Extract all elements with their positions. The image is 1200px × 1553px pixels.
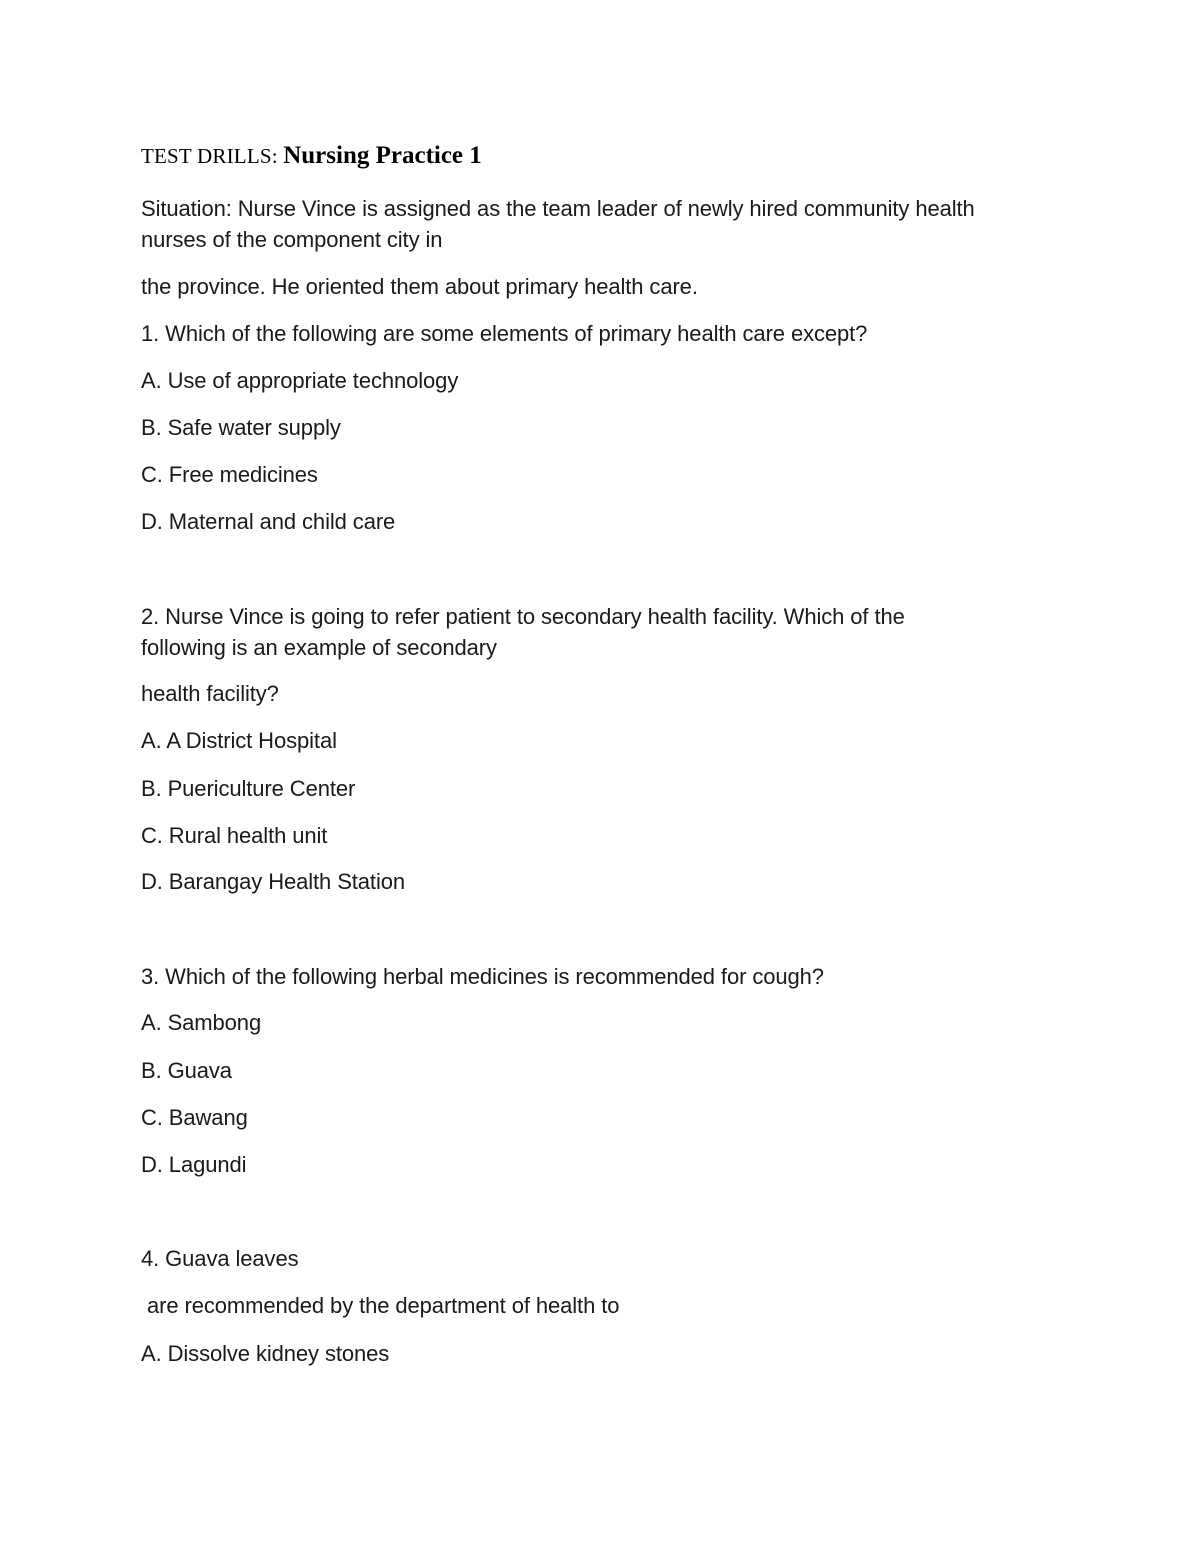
q2-option-a: A. A District Hospital — [141, 728, 337, 753]
title-lead: TEST DRILLS: — [141, 144, 284, 168]
situation-line-2: nurses of the component city in — [141, 227, 443, 252]
q1-option-a: A. Use of appropriate technology — [141, 368, 459, 393]
question-2-line-1: 2. Nurse Vince is going to refer patient to secondary health facility. Which of the — [141, 604, 905, 629]
q2-option-c: C. Rural health unit — [141, 823, 328, 848]
situation-line-1: Situation: Nurse Vince is assigned as the team leader of newly hired community health — [141, 196, 975, 221]
q1-option-d: D. Maternal and child care — [141, 509, 396, 534]
question-1: 1. Which of the following are some elements of primary health care except? — [141, 321, 868, 346]
q4-option-a: A. Dissolve kidney stones — [141, 1341, 390, 1366]
question-4-line-2: are recommended by the department of health to — [141, 1293, 620, 1318]
title-main: Nursing Practice 1 — [283, 142, 482, 169]
q1-option-b: B. Safe water supply — [141, 415, 341, 440]
document-title — [141, 142, 482, 170]
q3-option-d: D. Lagundi — [141, 1152, 247, 1177]
situation-line-3: the province. He oriented them about primary health care. — [141, 274, 698, 299]
question-2-line-2: following is an example of secondary — [141, 635, 497, 660]
q3-option-c: C. Bawang — [141, 1105, 248, 1130]
q2-option-d: D. Barangay Health Station — [141, 869, 405, 894]
q3-option-a: A. Sambong — [141, 1010, 262, 1035]
q3-option-b: B. Guava — [141, 1058, 232, 1083]
question-3: 3. Which of the following herbal medicines is recommended for cough? — [141, 964, 824, 989]
question-4-line-1: 4. Guava leaves — [141, 1246, 299, 1271]
question-2-line-3: health facility? — [141, 681, 279, 706]
q1-option-c: C. Free medicines — [141, 462, 318, 487]
q2-option-b: B. Puericulture Center — [141, 776, 356, 801]
